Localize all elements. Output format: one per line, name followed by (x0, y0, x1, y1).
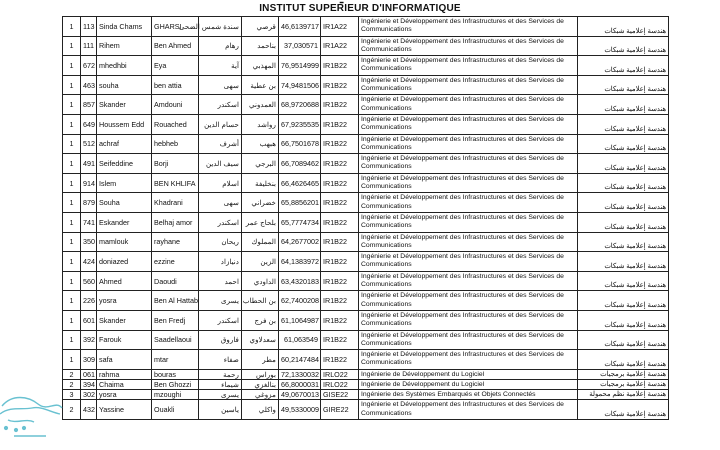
student-id: 914 (81, 173, 97, 193)
last-name-arabic: بوراس (242, 369, 279, 379)
first-name-arabic: آية (199, 56, 242, 76)
score: 49,5330009 (279, 400, 321, 420)
last-name: mtar (152, 350, 199, 370)
last-name: Khadrani (152, 193, 199, 213)
first-name: Seifeddine (97, 154, 152, 174)
first-name-arabic: ريحان (199, 232, 242, 252)
student-id: 512 (81, 134, 97, 154)
last-name: rayhane (152, 232, 199, 252)
last-name-arabic: قرصي (242, 17, 279, 37)
table-row (63, 134, 669, 154)
score: 66,7089462 (279, 154, 321, 174)
speciality-arabic: هندسة إعلامية شبكات (578, 56, 669, 76)
last-name: Ben Fredj (152, 310, 199, 330)
class-code: IR1B22 (321, 193, 359, 213)
first-name-arabic: اسكندر (199, 95, 242, 115)
first-name: Rihem (97, 36, 152, 56)
program: Ingénierie et Développement des Infrastructures et des Services de Communications (359, 193, 578, 213)
student-id: 879 (81, 193, 97, 213)
table-row (63, 350, 669, 370)
speciality-arabic: هندسة إعلامية شبكات (578, 232, 669, 252)
institute-title: INSTITUT SUPERIEUR D'INFORMATIQUE (259, 3, 461, 14)
program: Ingénierie et Développement des Infrastructures et des Services de Communications (359, 173, 578, 193)
class-code: IRLO22 (321, 369, 359, 379)
score: 60,2147484 (279, 350, 321, 370)
program: Ingénierie et Développement des Infrastructures et des Services de Communications (359, 400, 578, 420)
last-name: Saadellaoui (152, 330, 199, 350)
score: 68,9720688 (279, 95, 321, 115)
score: 37,030571 (279, 36, 321, 56)
program: Ingénierie et Développement des Infrastructures et des Services de Communications (359, 114, 578, 134)
row-number: 1 (63, 154, 81, 174)
first-name: rahma (97, 369, 152, 379)
student-id: 392 (81, 330, 97, 350)
class-code: IRLO22 (321, 379, 359, 389)
class-code: IR1B22 (321, 56, 359, 76)
score: 66,4626465 (279, 173, 321, 193)
first-name: Skander (97, 310, 152, 330)
last-name: Rouached (152, 114, 199, 134)
last-name-arabic: المهذبي (242, 56, 279, 76)
first-name-arabic: سيف الدين (199, 154, 242, 174)
student-id: 857 (81, 95, 97, 115)
program: Ingénierie et Développement des Infrastructures et des Services de Communications (359, 252, 578, 272)
speciality-arabic: هندسة إعلامية شبكات (578, 193, 669, 213)
score: 49,0670013 (279, 390, 321, 400)
first-name: mhedhbi (97, 56, 152, 76)
table-row (63, 212, 669, 232)
last-name-arabic: بناحمد (242, 36, 279, 56)
last-name: Ouakli (152, 400, 199, 420)
last-name: Ben Al Hattab (152, 291, 199, 311)
row-number: 1 (63, 330, 81, 350)
program: Ingénierie de Développement du Logiciel (359, 379, 578, 389)
first-name-arabic: رحمة (199, 369, 242, 379)
table-row (63, 193, 669, 213)
institute-stamp (0, 384, 66, 444)
class-code: IR1B22 (321, 252, 359, 272)
speciality-arabic: هندسة إعلامية شبكات (578, 350, 669, 370)
row-number: 1 (63, 36, 81, 56)
last-name: BEN KHLIFA (152, 173, 199, 193)
program: Ingénierie et Développement des Infrastructures et des Services de Communications (359, 36, 578, 56)
first-name-arabic: دنيازاد (199, 252, 242, 272)
score: 67,9235535 (279, 114, 321, 134)
table-row (63, 232, 669, 252)
first-name-arabic: سهى (199, 193, 242, 213)
score: 61,063549 (279, 330, 321, 350)
table-row (63, 369, 669, 379)
row-number: 1 (63, 193, 81, 213)
first-name: Houssem Edd (97, 114, 152, 134)
first-name: Ahmed (97, 271, 152, 291)
student-id: 350 (81, 232, 97, 252)
row-number: 1 (63, 350, 81, 370)
student-id: 432 (81, 400, 97, 420)
first-name: Yassine (97, 400, 152, 420)
first-name: Sinda Chams (97, 17, 152, 37)
student-id: 394 (81, 379, 97, 389)
last-name-arabic: البرجي (242, 154, 279, 174)
program: Ingénierie et Développement des Infrastructures et des Services de Communications (359, 271, 578, 291)
first-name: Farouk (97, 330, 152, 350)
row-number: 1 (63, 95, 81, 115)
program: Ingénierie et Développement des Infrastructures et des Services de Communications (359, 95, 578, 115)
student-id: 113 (81, 17, 97, 37)
document-heading (0, 0, 720, 16)
speciality-arabic: هندسة إعلامية شبكات (578, 271, 669, 291)
table-row (63, 330, 669, 350)
program: Ingénierie et Développement des Infrastructures et des Services de Communications (359, 330, 578, 350)
speciality-arabic: هندسة إعلامية شبكات (578, 330, 669, 350)
last-name-arabic: بلحاج عمر (242, 212, 279, 232)
last-name-arabic: مزوغي (242, 390, 279, 400)
last-name: bouras (152, 369, 199, 379)
score: 63,4320183 (279, 271, 321, 291)
table-row (63, 36, 669, 56)
student-id: 302 (81, 390, 97, 400)
score: 62,7400208 (279, 291, 321, 311)
first-name-arabic: اسلام (199, 173, 242, 193)
row-number: 1 (63, 17, 81, 37)
table-row (63, 379, 669, 389)
first-name-arabic: صفاء (199, 350, 242, 370)
last-name-arabic: بنخليفة (242, 173, 279, 193)
table-row (63, 271, 669, 291)
score: 46,6139717 (279, 17, 321, 37)
student-id: 741 (81, 212, 97, 232)
last-name: Daoudi (152, 271, 199, 291)
last-name: Belhaj amor (152, 212, 199, 232)
table-row (63, 252, 669, 272)
program: Ingénierie et Développement des Infrastructures et des Services de Communications (359, 350, 578, 370)
first-name: Eskander (97, 212, 152, 232)
row-number: 2 (63, 369, 81, 379)
student-id: 111 (81, 36, 97, 56)
row-number: 1 (63, 212, 81, 232)
student-id: 491 (81, 154, 97, 174)
first-name: mamlouk (97, 232, 152, 252)
class-code: GISE22 (321, 390, 359, 400)
student-id: 226 (81, 291, 97, 311)
class-code: IR1B22 (321, 212, 359, 232)
row-number: 3 (63, 390, 81, 400)
heading-top-text: ـ (340, 0, 344, 6)
table-row (63, 154, 669, 174)
student-id: 560 (81, 271, 97, 291)
student-id: 463 (81, 75, 97, 95)
last-name-arabic: العمدوني (242, 95, 279, 115)
row-number: 1 (63, 114, 81, 134)
score: 64,1383972 (279, 252, 321, 272)
row-number: 2 (63, 400, 81, 420)
speciality-arabic: هندسة إعلامية شبكات (578, 36, 669, 56)
first-name: souha (97, 75, 152, 95)
speciality-arabic: هندسة إعلامية شبكات (578, 95, 669, 115)
speciality-arabic: هندسة إعلامية شبكات (578, 173, 669, 193)
first-name: Souha (97, 193, 152, 213)
first-name-arabic: سندة شمس الضحى (199, 17, 242, 37)
table-row (63, 291, 669, 311)
first-name: Chaima (97, 379, 152, 389)
last-name: Ben Ghozzi (152, 379, 199, 389)
student-id: 601 (81, 310, 97, 330)
table-row (63, 114, 669, 134)
speciality-arabic: هندسة إعلامية شبكات (578, 17, 669, 37)
speciality-arabic: هندسة إعلامية شبكات (578, 252, 669, 272)
program: Ingénierie et Développement des Infrastructures et des Services de Communications (359, 75, 578, 95)
first-name-arabic: رهام (199, 36, 242, 56)
last-name-arabic: سعدلاوي (242, 330, 279, 350)
row-number: 1 (63, 310, 81, 330)
last-name: Ben Ahmed (152, 36, 199, 56)
speciality-arabic: هندسة إعلامية شبكات (578, 154, 669, 174)
first-name-arabic: يسرى (199, 291, 242, 311)
class-code: IR1B22 (321, 271, 359, 291)
first-name: yosra (97, 390, 152, 400)
class-code: IR1B22 (321, 173, 359, 193)
program: Ingénierie et Développement des Infrastructures et des Services de Communications (359, 17, 578, 37)
class-code: IR1A22 (321, 17, 359, 37)
class-code: IR1B22 (321, 330, 359, 350)
score: 66,7501678 (279, 134, 321, 154)
speciality-arabic: هندسة إعلامية برمجيات (578, 369, 669, 379)
program: Ingénierie et Développement des Infrastructures et des Services de Communications (359, 154, 578, 174)
program: Ingénierie et Développement des Infrastructures et des Services de Communications (359, 310, 578, 330)
class-code: IR1B22 (321, 134, 359, 154)
last-name-arabic: خضراني (242, 193, 279, 213)
score: 64,2677002 (279, 232, 321, 252)
first-name-arabic: أشرف (199, 134, 242, 154)
class-code: IR1A22 (321, 36, 359, 56)
row-number: 1 (63, 252, 81, 272)
class-code: IR1B22 (321, 75, 359, 95)
class-code: IR1B22 (321, 95, 359, 115)
last-name-arabic: الزين (242, 252, 279, 272)
class-code: IR1B22 (321, 232, 359, 252)
class-code: IR1B22 (321, 350, 359, 370)
speciality-arabic: هندسة إعلامية شبكات (578, 310, 669, 330)
speciality-arabic: هندسة إعلامية نظم محمولة (578, 390, 669, 400)
last-name: mzoughi (152, 390, 199, 400)
speciality-arabic: هندسة إعلامية شبكات (578, 291, 669, 311)
row-number: 1 (63, 291, 81, 311)
score: 72,1330032 (279, 369, 321, 379)
score: 61,1064987 (279, 310, 321, 330)
program: Ingénierie de Développement du Logiciel (359, 369, 578, 379)
first-name: Skander (97, 95, 152, 115)
row-number: 1 (63, 134, 81, 154)
row-number: 1 (63, 173, 81, 193)
row-number: 1 (63, 56, 81, 76)
first-name-arabic: اسكندر (199, 310, 242, 330)
student-id: 649 (81, 114, 97, 134)
first-name-arabic: ياسين (199, 400, 242, 420)
first-name: Islem (97, 173, 152, 193)
last-name: ezzine (152, 252, 199, 272)
last-name: ben attia (152, 75, 199, 95)
first-name: safa (97, 350, 152, 370)
last-name-arabic: المملوك (242, 232, 279, 252)
table-row (63, 17, 669, 37)
first-name: achraf (97, 134, 152, 154)
score: 66,8000031 (279, 379, 321, 389)
program: Ingénierie et Développement des Infrastructures et des Services de Communications (359, 212, 578, 232)
students-table (62, 16, 669, 420)
speciality-arabic: هندسة إعلامية شبكات (578, 212, 669, 232)
row-number: 1 (63, 75, 81, 95)
last-name: GHARSI (152, 17, 199, 37)
student-id: 424 (81, 252, 97, 272)
program: Ingénierie et Développement des Infrastructures et des Services de Communications (359, 56, 578, 76)
table-row (63, 400, 669, 420)
speciality-arabic: هندسة إعلامية شبكات (578, 75, 669, 95)
student-id: 061 (81, 369, 97, 379)
first-name-arabic: سهى (199, 75, 242, 95)
program: Ingénierie des Systèmes Embarqués et Objets Connectés (359, 390, 578, 400)
class-code: IR1B22 (321, 154, 359, 174)
last-name: Borji (152, 154, 199, 174)
speciality-arabic: هندسة إعلامية شبكات (578, 114, 669, 134)
table-row (63, 75, 669, 95)
first-name-arabic: يسرى (199, 390, 242, 400)
first-name-arabic: شيماء (199, 379, 242, 389)
table-row (63, 390, 669, 400)
program: Ingénierie et Développement des Infrastructures et des Services de Communications (359, 232, 578, 252)
class-code: GIRE22 (321, 400, 359, 420)
last-name-arabic: بن عطية (242, 75, 279, 95)
class-code: IR1B22 (321, 310, 359, 330)
last-name-arabic: بنالغزي (242, 379, 279, 389)
row-number: 1 (63, 271, 81, 291)
first-name: yosra (97, 291, 152, 311)
table-row (63, 56, 669, 76)
last-name-arabic: بن فرج (242, 310, 279, 330)
class-code: IR1B22 (321, 291, 359, 311)
speciality-arabic: هندسة إعلامية شبكات (578, 400, 669, 420)
speciality-arabic: هندسة إعلامية برمجيات (578, 379, 669, 389)
first-name-arabic: فاروق (199, 330, 242, 350)
last-name: Amdouni (152, 95, 199, 115)
last-name-arabic: هبهب (242, 134, 279, 154)
last-name-arabic: مطر (242, 350, 279, 370)
score: 76,9514999 (279, 56, 321, 76)
score: 74,9481506 (279, 75, 321, 95)
table-row (63, 173, 669, 193)
score: 65,8856201 (279, 193, 321, 213)
row-number: 2 (63, 379, 81, 389)
class-code: IR1B22 (321, 114, 359, 134)
first-name: doniazed (97, 252, 152, 272)
program: Ingénierie et Développement des Infrastructures et des Services de Communications (359, 134, 578, 154)
speciality-arabic: هندسة إعلامية شبكات (578, 134, 669, 154)
student-id: 672 (81, 56, 97, 76)
student-id: 309 (81, 350, 97, 370)
last-name-arabic: بن الحطاب (242, 291, 279, 311)
last-name-arabic: الداودي (242, 271, 279, 291)
table-row (63, 95, 669, 115)
table-body (63, 17, 669, 420)
first-name-arabic: احمد (199, 271, 242, 291)
table-row (63, 310, 669, 330)
first-name-arabic: اسكندر (199, 212, 242, 232)
last-name-arabic: واكلي (242, 400, 279, 420)
score: 65,7774734 (279, 212, 321, 232)
row-number: 1 (63, 232, 81, 252)
last-name: hebheb (152, 134, 199, 154)
first-name-arabic: حسام الدين (199, 114, 242, 134)
program: Ingénierie et Développement des Infrastructures et des Services de Communications (359, 291, 578, 311)
last-name: Eya (152, 56, 199, 76)
last-name-arabic: رواشد (242, 114, 279, 134)
